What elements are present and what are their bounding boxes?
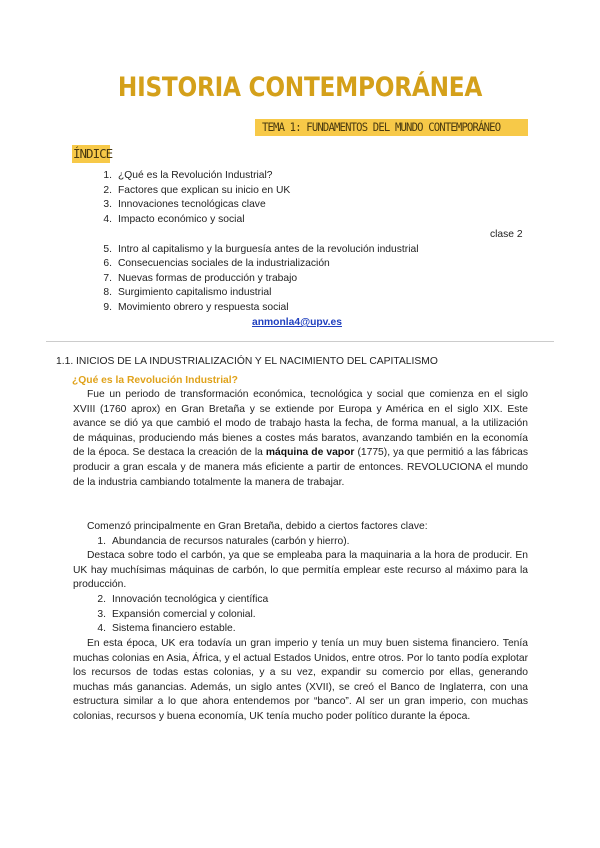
paragraph-text: Fue un periodo de transformación económica, tecnológica y social que comienza en el siglo XVIII (1760 aprox) en Gran Bretaña y se extiende por Europa y América en el siglo XIX. Este avance se dió ya que cambió el modo de trabajo hasta la fecha, de forma manual, a la utilización de máquinas, produciendo más bienes a costes más baratos, avanzando también en la economía de la época. Se destaca la creación de la bbox=[73, 389, 528, 459]
toc-number: 7. bbox=[103, 272, 112, 284]
toc-number: 1. bbox=[103, 170, 112, 181]
section-subheading: ¿Qué es la Revolución Industrial? bbox=[72, 375, 238, 386]
toc-number: 8. bbox=[103, 287, 112, 299]
clase-label: clase 2 bbox=[490, 229, 523, 240]
email-link[interactable]: anmonla4@upv.es bbox=[252, 317, 342, 328]
paragraph-intro-factors: Comenzó principalmente en Gran Bretaña, debido a ciertos factores clave: bbox=[87, 521, 428, 532]
toc-text: Nuevas formas de producción y trabajo bbox=[118, 272, 298, 284]
bold-term: máquina de vapor bbox=[265, 447, 355, 459]
toc-text: Impacto económico y social bbox=[118, 213, 245, 225]
paragraph-coal bbox=[73, 549, 528, 593]
toc-text: Consecuencias sociales de la industrialización bbox=[118, 258, 330, 270]
paragraph-definition bbox=[73, 388, 528, 490]
paragraph-empire bbox=[73, 637, 528, 725]
topic-subtitle: TEMA 1: FUNDAMENTOS DEL MUNDO CONTEMPORÁNEO bbox=[261, 120, 501, 134]
toc-number: 4. bbox=[103, 213, 112, 225]
page-title: HISTORIA CONTEMPORÁNEA bbox=[117, 72, 483, 103]
toc-number: 3. bbox=[103, 199, 112, 211]
toc-text: ¿Qué es la Revolución Industrial? bbox=[118, 170, 273, 181]
toc-number: 6. bbox=[103, 258, 112, 270]
divider bbox=[46, 341, 554, 342]
toc-number: 5. bbox=[103, 243, 112, 255]
index-heading: ÍNDICE bbox=[73, 146, 113, 161]
list-number: 4. bbox=[97, 623, 106, 635]
list-text: Abundancia de recursos naturales (carbón y hierro). bbox=[112, 536, 350, 547]
toc-number: 9. bbox=[103, 301, 112, 313]
list-number: 2. bbox=[97, 594, 106, 605]
list-text: Innovación tecnológica y científica bbox=[112, 594, 269, 605]
toc-text: Intro al capitalismo y la burguesía antes de la revolución industrial bbox=[118, 243, 419, 255]
toc-number: 2. bbox=[103, 184, 112, 196]
toc-text: Innovaciones tecnológicas clave bbox=[118, 199, 266, 211]
section-heading: 1.1. INICIOS DE LA INDUSTRIALIZACIÓN Y EL NACIMIENTO DEL CAPITALISMO bbox=[56, 356, 438, 367]
list-text: Expansión comercial y colonial. bbox=[112, 608, 256, 620]
toc-text: Factores que explican su inicio en UK bbox=[118, 184, 291, 196]
toc-text: Surgimiento capitalismo industrial bbox=[118, 287, 272, 299]
list-number: 3. bbox=[97, 608, 106, 620]
list-text: Sistema financiero estable. bbox=[112, 623, 236, 635]
paragraph-text: (1775), ya que permitió a las fábricas producir a gran escala y de manera más eficiente a partir de entonces. REVOLUCIONA el mundo de la industria cambiando totalmente la manera de trabajar. bbox=[73, 447, 528, 488]
paragraph-text: En esta época, UK era todavía un gran imperio y tenía un muy buen sistema financiero. Tenía muchas colonias en Asia, África, y el actual Estados Unidos, entre otros. Por lo tanto podía explotar los recursos de todas estas colonias, y a su vez, expandir su comercio por ellas, generando muchas más ganancias. Además, un siglo antes (XVII), se creó el Banco de Inglaterra, con una estructura similar a lo que ahora entendemos por “banco”. Al ser un gran imperio, con muchas colonias, recursos y buena economía, UK tenía mucho poder político durante la época. bbox=[73, 638, 528, 722]
list-number: 1. bbox=[97, 536, 106, 547]
paragraph-text: Destaca sobre todo el carbón, ya que se empleaba para la maquinaria a la hora de producir. En UK hay muchísimas máquinas de carbón, lo que permitía emplear este recurso al máximo para la producción. bbox=[73, 550, 528, 591]
toc-text: Movimiento obrero y respuesta social bbox=[118, 301, 289, 313]
